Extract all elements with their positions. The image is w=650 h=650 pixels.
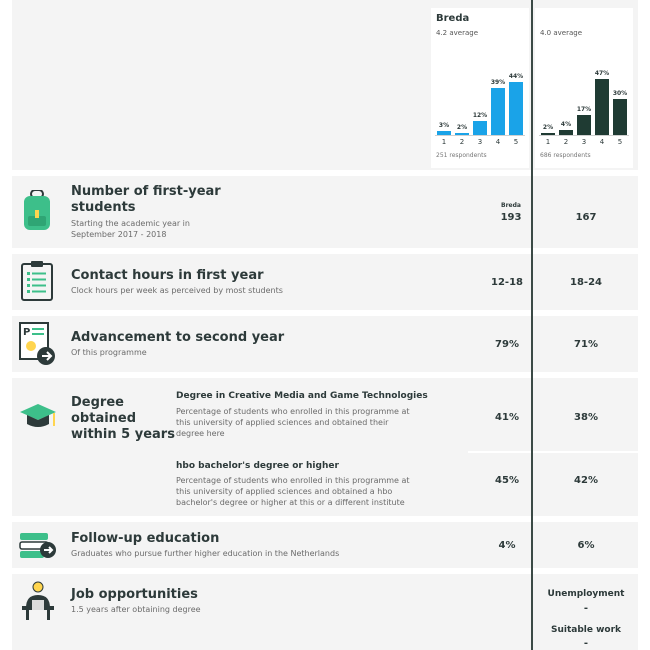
- degree-item2-right-value: 42%: [574, 475, 598, 486]
- rating-bar-label-1: 3%: [438, 122, 450, 130]
- rating-title: Breda: [436, 13, 470, 24]
- degree-item1-right-value: 38%: [574, 412, 598, 423]
- document-arrow-icon: [18, 321, 58, 371]
- degree-item2-sub-line1: Percentage of students who enrolled in this programme at: [176, 476, 410, 485]
- students-right-value: 167: [575, 212, 597, 223]
- rating-score-5: 5: [617, 138, 623, 146]
- rating-score-4: 4: [599, 138, 605, 146]
- degree-title-line3: within 5 years: [71, 427, 175, 442]
- rating-bar-label-2: 4%: [560, 121, 572, 129]
- contact-left-value: 12-18: [491, 277, 523, 288]
- rating-score-2: 2: [459, 138, 465, 146]
- unemployment-value: -: [583, 603, 589, 614]
- degree-title: [71, 395, 175, 443]
- rating-score-1: 1: [545, 138, 551, 146]
- degree-item2-title: hbo bachelor's degree or higher: [176, 461, 339, 471]
- degree-item2-sub-line2: this university of applied sciences and obtained a hbo: [176, 487, 393, 496]
- contact-title: Contact hours in first year: [71, 268, 264, 283]
- rating-panel-breda: [431, 8, 529, 168]
- students-title-line2: students: [71, 200, 136, 215]
- rating-score-1: 1: [441, 138, 447, 146]
- rating-bar-3: [473, 121, 487, 135]
- rating-bar-label-2: 2%: [456, 123, 468, 131]
- rating-bar-label-4: 39%: [490, 79, 506, 87]
- students-title: [71, 184, 221, 216]
- rating-score-5: 5: [513, 138, 519, 146]
- rating-respondents: 251 respondents: [436, 152, 487, 159]
- degree-title-line1: Degree: [71, 395, 124, 410]
- followup-title: Follow-up education: [71, 531, 220, 546]
- rating-score-3: 3: [477, 138, 483, 146]
- rating-panel-national: [535, 8, 633, 168]
- rating-bar-3: [577, 115, 591, 135]
- rating-bar-label-3: 12%: [472, 111, 488, 119]
- degree-item1-left-value: 41%: [495, 412, 519, 423]
- students-sub-line2: September 2017 - 2018: [71, 230, 167, 239]
- rating-average: 4.2 average: [436, 29, 479, 37]
- degree-title-line2: obtained: [71, 411, 137, 426]
- jobs-title: Job opportunities: [71, 587, 198, 602]
- chart-baseline: [435, 135, 525, 136]
- contact-right-value: 18-24: [570, 277, 602, 288]
- degree-item1-subtitle: [176, 406, 410, 439]
- rating-bar-4: [595, 79, 609, 135]
- advancement-title: Advancement to second year: [71, 330, 285, 345]
- degree-item2-left-value: 45%: [495, 475, 519, 486]
- degree-item2-subtitle: [176, 475, 410, 508]
- advancement-left-value: 79%: [495, 339, 519, 350]
- rating-score-3: 3: [581, 138, 587, 146]
- rating-score-4: 4: [495, 138, 501, 146]
- followup-right-value: 6%: [577, 540, 595, 551]
- contact-subtitle: Clock hours per week as perceived by most students: [71, 286, 283, 295]
- degree-item1-sub-line3: degree here: [176, 429, 225, 438]
- rating-bar-label-4: 47%: [594, 69, 610, 77]
- svg-text:P: P: [23, 327, 31, 338]
- degree-item1-sub-line2: this university of applied sciences and obtained their: [176, 418, 389, 427]
- students-left-caption: Breda: [501, 202, 521, 209]
- rating-bar-1: [541, 133, 555, 135]
- followup-left-value: 4%: [498, 540, 516, 551]
- rating-bar-label-3: 17%: [576, 105, 592, 113]
- books-arrow-icon: [18, 530, 58, 564]
- advancement-right-value: 71%: [574, 339, 598, 350]
- followup-subtitle: Graduates who pursue further higher education in the Netherlands: [71, 549, 340, 558]
- rating-bar-2: [559, 130, 573, 135]
- clipboard-icon: [20, 260, 54, 306]
- degree-item2-sub-line3: bachelor's degree or higher at this or a different institute: [176, 498, 405, 507]
- backpack-icon: [22, 190, 52, 236]
- degree-item1-title: Degree in Creative Media and Game Technologies: [176, 391, 428, 401]
- suitable-work-label: Suitable work: [550, 625, 622, 635]
- rating-bar-4: [491, 88, 505, 135]
- rating-bar-label-1: 2%: [542, 123, 554, 131]
- students-left-value: 193: [500, 212, 522, 223]
- advancement-subtitle: Of this programme: [71, 348, 147, 357]
- unemployment-label: Unemployment: [547, 589, 625, 599]
- comparison-divider: [531, 0, 533, 650]
- worker-at-desk-icon: [20, 580, 56, 626]
- students-sub-line1: Starting the academic year in: [71, 219, 190, 228]
- rating-average: 4.0 average: [540, 29, 583, 37]
- rating-bar-label-5: 30%: [612, 90, 628, 97]
- rating-bar-5: [509, 82, 523, 135]
- rating-score-2: 2: [563, 138, 569, 146]
- degree-item1-sub-line1: Percentage of students who enrolled in this programme at: [176, 407, 410, 416]
- suitable-work-value: -: [583, 638, 589, 649]
- rating-bar-2: [455, 133, 469, 135]
- chart-baseline: [539, 135, 629, 136]
- rating-bar-5: [613, 99, 627, 135]
- rating-respondents: 686 respondents: [540, 152, 591, 159]
- rating-bar-1: [437, 131, 451, 135]
- divider: [468, 451, 638, 453]
- students-subtitle: [71, 218, 190, 240]
- graduation-cap-icon: [18, 402, 58, 436]
- rating-bar-label-5: 44%: [508, 73, 524, 81]
- jobs-subtitle: 1.5 years after obtaining degree: [71, 605, 201, 614]
- students-title-line1: Number of first-year: [71, 184, 221, 199]
